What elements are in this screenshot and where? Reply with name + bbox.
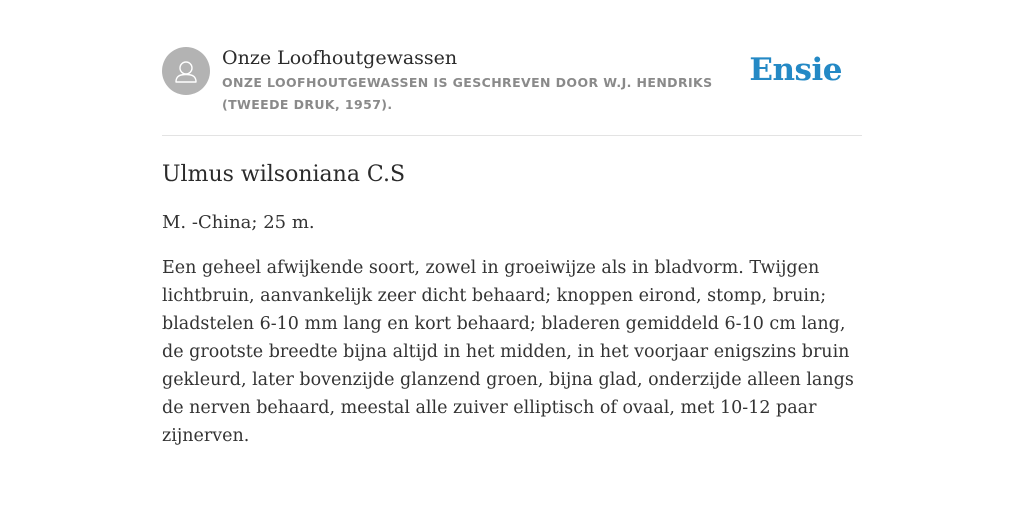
- entry-title: Ulmus wilsoniana C.S: [162, 162, 406, 187]
- ensie-logo-link[interactable]: Ensie: [749, 52, 842, 88]
- user-icon: [162, 47, 210, 95]
- author-avatar: [162, 47, 210, 95]
- book-title[interactable]: Onze Loofhoutgewassen: [222, 47, 458, 69]
- entry-content: [162, 158, 862, 450]
- entry-meta: M. -China; 25 m.: [162, 212, 315, 233]
- book-subtitle: ONZE LOOFHOUTGEWASSEN IS GESCHREVEN DOOR W.J. HENDRIKS (TWEEDE DRUK, 1957).: [222, 75, 713, 112]
- entry-body: Een geheel afwijkende soort, zowel in groeiwijze als in bladvorm. Twijgen lichtbruin, aanvankelijk zeer dicht behaard; knoppen eirond, stomp, bruin; bladstelen 6-10 mm lang en kort behaard; bladeren gemiddeld 6-10 cm lang, de grootste breedte bijna altijd in het midden, in het voorjaar enigszins bruin gekleurd, later bovenzijde glanzend groen, bijna glad, onderzijde alleen langs de nerven behaard, meestal alle zuiver elliptisch of ovaal, met 10-12 paar zijnerven.: [162, 258, 854, 446]
- book-header: [162, 45, 862, 136]
